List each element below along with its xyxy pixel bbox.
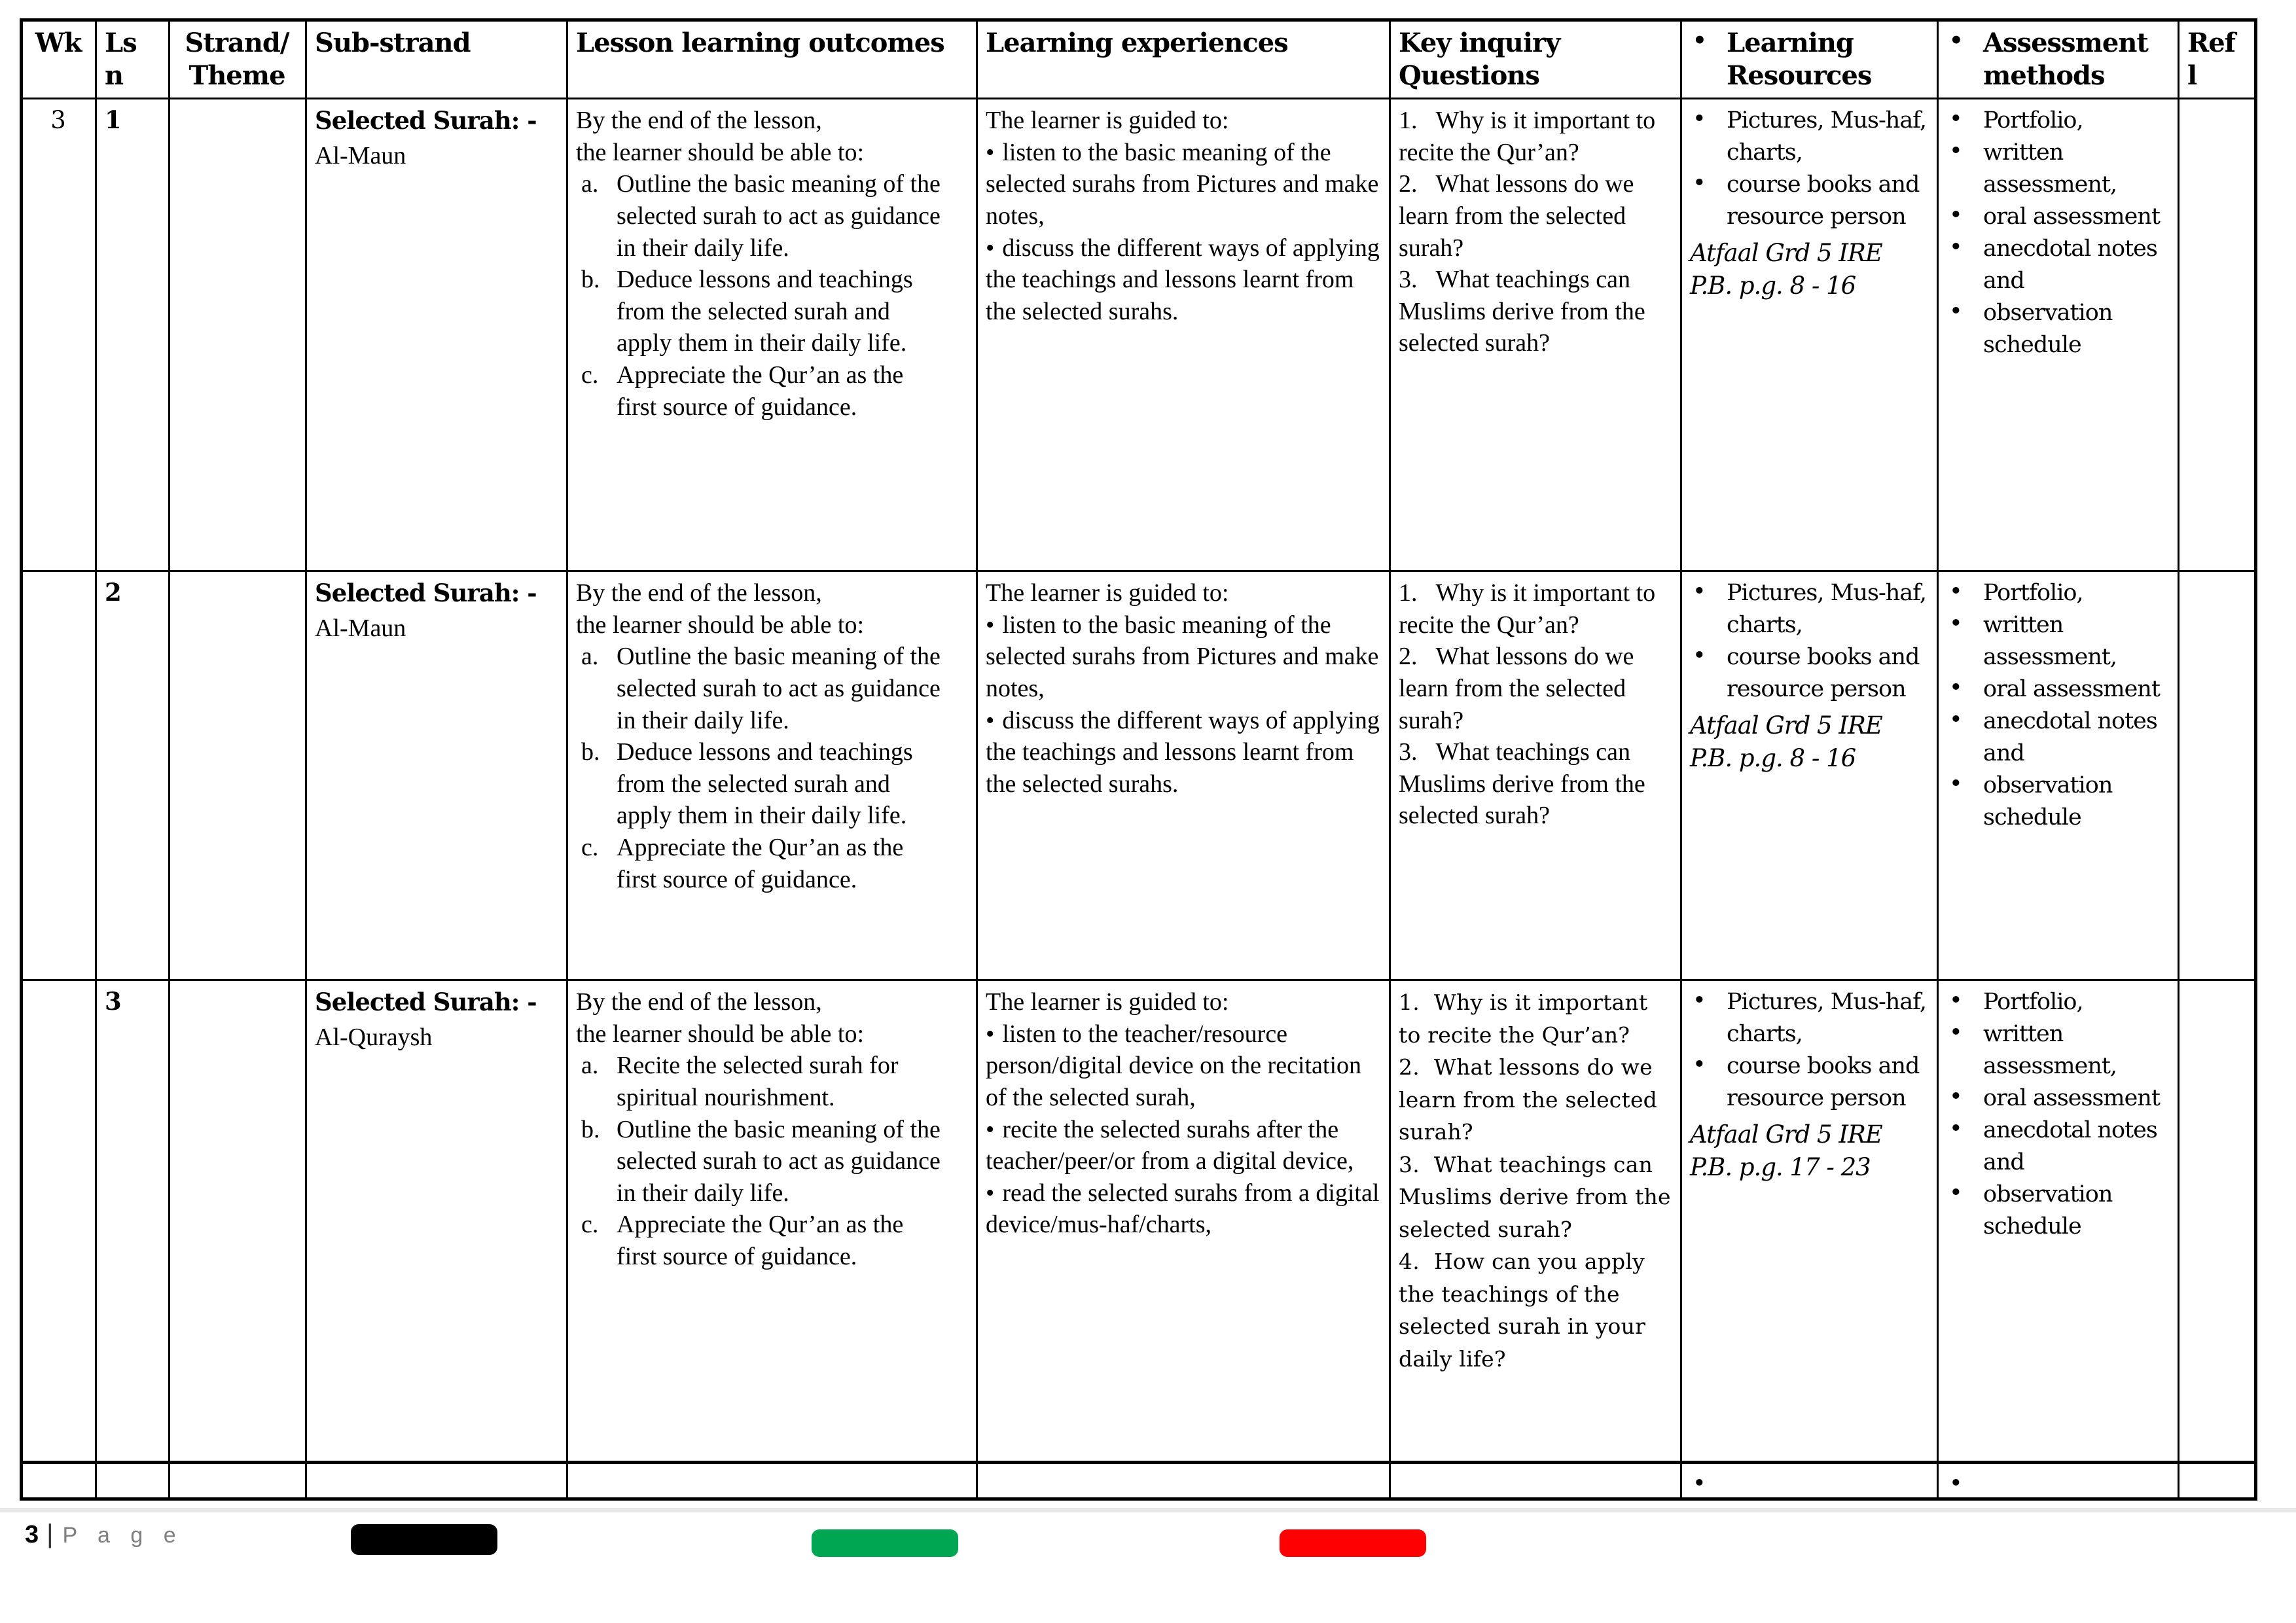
header-assessment	[1938, 20, 2179, 99]
page-edge-line	[0, 1508, 2296, 1512]
outcomes-intro: the learner should be able to:	[576, 611, 865, 639]
cell-resources	[1681, 571, 1938, 980]
inquiry-question	[1399, 577, 1671, 641]
list-marker: 4.	[1399, 1249, 1420, 1274]
header-resources	[1681, 20, 1938, 99]
header-ref-label: Ref l	[2187, 27, 2235, 91]
assessment-item	[1946, 1115, 2168, 1179]
cell-week	[22, 980, 96, 1463]
list-marker: 3.	[1399, 1151, 1420, 1177]
question-text: Why is it important to recite the Qur’an?	[1399, 579, 1656, 639]
list-marker: 1.	[1399, 579, 1418, 607]
list-marker: 2.	[1399, 1054, 1420, 1080]
cell-key-inquiry	[1390, 1463, 1681, 1499]
bullet-icon: •	[986, 138, 995, 166]
bullet-icon: •	[986, 1179, 995, 1207]
assessment-item	[1946, 137, 2168, 201]
cell-lesson: 3	[96, 980, 170, 1463]
inquiry-question	[1399, 264, 1671, 359]
experience-item	[986, 705, 1380, 800]
cell-assessment	[1938, 99, 2179, 571]
cell-outcomes	[567, 980, 977, 1463]
inquiry-question	[1399, 1051, 1671, 1149]
assessment-text: Portfolio,	[1983, 107, 2083, 134]
experience-item	[986, 1177, 1380, 1241]
outcome-text: Deduce lessons and teachings from the selected surah and apply them in their daily life.	[617, 738, 913, 830]
question-text: How can you apply the teachings of the selected surah in your daily life?	[1399, 1249, 1646, 1372]
bullet-icon: •	[1949, 579, 1962, 605]
cell-ref	[2179, 980, 2256, 1463]
experience-item	[986, 232, 1380, 328]
cell-substrand	[306, 571, 567, 980]
inquiry-question	[1399, 641, 1671, 736]
header-strand: Strand/ Theme	[170, 20, 306, 99]
experience-text: listen to the basic meaning of the selected surahs from Pictures and make notes,	[986, 138, 1379, 230]
assessment-text: written assessment,	[1983, 139, 2117, 198]
outcome-text: Outline the basic meaning of the selected surah to act as guidance in their daily life.	[617, 170, 941, 262]
bullet-icon: •	[1949, 1084, 1962, 1110]
cell-strand	[170, 980, 306, 1463]
assessment-text: oral assessment	[1983, 1085, 2160, 1111]
outcome-item	[576, 1114, 949, 1209]
cell-ref	[2179, 99, 2256, 571]
substrand-name: Al-Maun	[315, 615, 406, 643]
outcome-item	[576, 1209, 949, 1272]
redaction-box-black	[351, 1524, 497, 1555]
assessment-item	[1946, 1179, 2168, 1243]
cell-outcomes	[567, 99, 977, 571]
redaction-box-red	[1280, 1529, 1426, 1557]
outcome-item	[576, 641, 949, 736]
cell-substrand	[306, 980, 567, 1463]
resource-text: course books and resource person	[1727, 644, 1920, 702]
resource-item	[1690, 169, 1928, 233]
assessment-text: oral assessment	[1983, 204, 2160, 230]
experiences-intro: The learner is guided to:	[986, 107, 1229, 134]
lesson-row-1	[22, 99, 2256, 571]
header-week: Wk	[22, 20, 96, 99]
cell-resources	[1681, 1463, 1938, 1499]
lesson-row-3	[22, 980, 2256, 1463]
list-marker: b.	[581, 266, 600, 294]
cell-key-inquiry	[1390, 980, 1681, 1463]
outcomes-intro: the learner should be able to:	[576, 1020, 865, 1048]
resource-text: course books and resource person	[1727, 1053, 1920, 1111]
bullet-icon: •	[1949, 1020, 1962, 1046]
list-marker: c.	[581, 1211, 599, 1239]
bullet-icon: •	[986, 706, 995, 734]
bullet-icon: •	[1949, 675, 1962, 701]
experience-text: recite the selected surahs after the teacher/peer/or from a digital device,	[986, 1115, 1354, 1175]
list-marker: a.	[581, 1052, 599, 1080]
list-marker: 1.	[1399, 107, 1418, 134]
bullet-icon: •	[1949, 202, 1962, 228]
assessment-item	[1946, 105, 2168, 137]
header-substrand: Sub-strand	[306, 20, 567, 99]
assessment-text: written assessment,	[1983, 1021, 2117, 1079]
resource-reference: Atfaal Grd 5 IRE P.B. p.g. 8 - 16	[1690, 711, 1882, 772]
inquiry-question	[1399, 986, 1671, 1051]
outcomes-intro: By the end of the lesson,	[576, 579, 822, 607]
cell-strand	[170, 99, 306, 571]
cell-key-inquiry	[1390, 99, 1681, 571]
cell-key-inquiry	[1390, 571, 1681, 980]
cell-experiences	[977, 1463, 1390, 1499]
question-text: Why is it important to recite the Qur’an?	[1399, 107, 1656, 166]
assessment-text: Portfolio,	[1983, 989, 2083, 1015]
assessment-item	[1946, 233, 2168, 297]
outcome-item	[576, 359, 949, 423]
outcome-text: Outline the basic meaning of the selected surah to act as guidance in their daily life.	[617, 1115, 941, 1207]
experience-item	[986, 609, 1380, 705]
bullet-icon: •	[1693, 988, 1706, 1014]
cell-week: 3	[22, 99, 96, 571]
bullet-icon: •	[1949, 138, 1962, 164]
assessment-text: Portfolio,	[1983, 580, 2083, 606]
bullet-icon: •	[1949, 1471, 1962, 1497]
lesson-row-2	[22, 571, 2256, 980]
assessment-text: written assessment,	[1983, 612, 2117, 670]
resource-item	[1690, 641, 1928, 705]
experiences-intro: The learner is guided to:	[986, 988, 1229, 1016]
header-ref	[2179, 20, 2256, 99]
outcome-item	[576, 1050, 949, 1113]
substrand-title: Selected Surah: -	[315, 988, 537, 1016]
outcomes-intro: By the end of the lesson,	[576, 107, 822, 134]
bullet-icon: •	[986, 234, 995, 262]
question-text: Why is it important to recite the Qur’an?	[1399, 990, 1648, 1048]
bullet-icon: •	[986, 1020, 995, 1048]
cell-assessment	[1938, 1463, 2179, 1499]
assessment-item	[1946, 986, 2168, 1018]
header-experiences: Learning experiences	[977, 20, 1390, 99]
outcome-text: Recite the selected surah for spiritual nourishment.	[617, 1052, 899, 1111]
inquiry-question	[1399, 105, 1671, 168]
cell-substrand	[306, 1463, 567, 1499]
bullet-icon: •	[1949, 234, 1962, 260]
list-marker: 3.	[1399, 738, 1418, 766]
experience-text: discuss the different ways of applying the teachings and lessons learnt from the selected surahs.	[986, 234, 1380, 325]
assessment-text: anecdotal notes and	[1983, 708, 2157, 766]
list-marker: a.	[581, 170, 599, 198]
assessment-item	[1946, 1018, 2168, 1082]
outcome-item	[576, 264, 949, 359]
bullet-icon: •	[1949, 1116, 1962, 1142]
bullet-icon: •	[1949, 298, 1962, 325]
header-outcomes: Lesson learning outcomes	[567, 20, 977, 99]
header-row	[22, 20, 2256, 99]
resource-item	[1690, 577, 1928, 641]
bullet-icon: •	[1949, 106, 1962, 132]
cell-week	[22, 1463, 96, 1499]
bullet-icon: •	[986, 611, 995, 639]
cell-strand	[170, 1463, 306, 1499]
question-text: What lessons do we learn from the selected surah?	[1399, 1054, 1657, 1145]
experience-text: listen to the teacher/resource person/digital device on the recitation of the selected surah,	[986, 1020, 1362, 1111]
outcome-text: Appreciate the Qur’an as the first source of guidance.	[617, 834, 904, 893]
list-marker: c.	[581, 361, 599, 389]
assessment-text: observation schedule	[1983, 772, 2113, 830]
bullet-icon: •	[986, 1115, 995, 1143]
experience-text: discuss the different ways of applying the teachings and lessons learnt from the selected surahs.	[986, 706, 1380, 798]
header-key-inquiry: Key inquiry Questions	[1390, 20, 1681, 99]
cell-strand	[170, 571, 306, 980]
question-text: What teachings can Muslims derive from the selected surah?	[1399, 266, 1645, 357]
header-assessment-label: Assessment methods	[1983, 27, 2148, 91]
empty-row	[22, 1463, 2256, 1499]
assessment-text: anecdotal notes and	[1983, 236, 2157, 294]
list-marker: b.	[581, 738, 600, 766]
outcome-item	[576, 168, 949, 264]
bullet-icon: •	[1693, 106, 1706, 132]
assessment-item	[1946, 201, 2168, 233]
assessment-item	[1946, 770, 2168, 834]
outcome-text: Appreciate the Qur’an as the first source of guidance.	[617, 361, 904, 421]
outcomes-intro: By the end of the lesson,	[576, 988, 822, 1016]
assessment-item	[1946, 1082, 2168, 1115]
list-marker: 2.	[1399, 643, 1418, 671]
assessment-item	[1946, 609, 2168, 673]
resource-text: Pictures, Mus-haf, charts,	[1727, 989, 1927, 1047]
page-number-value: 3	[25, 1521, 39, 1548]
outcomes-intro: the learner should be able to:	[576, 138, 865, 166]
cell-lesson	[96, 1463, 170, 1499]
substrand-title: Selected Surah: -	[315, 579, 537, 607]
outcome-item	[576, 736, 949, 832]
resource-text: Pictures, Mus-haf, charts,	[1727, 107, 1927, 166]
list-marker: 2.	[1399, 170, 1418, 198]
redaction-box-green	[812, 1529, 958, 1557]
cell-ref	[2179, 571, 2256, 980]
resource-item	[1690, 105, 1928, 169]
cell-substrand	[306, 99, 567, 571]
inquiry-question	[1399, 736, 1671, 832]
inquiry-question	[1399, 168, 1671, 264]
cell-lesson: 2	[96, 571, 170, 980]
substrand-title: Selected Surah: -	[315, 106, 537, 135]
experience-item	[986, 1114, 1380, 1177]
assessment-item	[1946, 673, 2168, 705]
experience-text: listen to the basic meaning of the selected surahs from Pictures and make notes,	[986, 611, 1379, 702]
resource-text: Pictures, Mus-haf, charts,	[1727, 580, 1927, 638]
list-marker: 3.	[1399, 266, 1418, 294]
header-lesson-label: Ls n	[105, 27, 137, 91]
inquiry-question	[1399, 1149, 1671, 1246]
resource-text: course books and resource person	[1727, 171, 1920, 230]
bullet-icon: •	[1693, 170, 1706, 196]
question-text: What lessons do we learn from the selected surah?	[1399, 643, 1634, 734]
list-marker: b.	[581, 1115, 600, 1143]
cell-lesson: 1	[96, 99, 170, 571]
cell-experiences	[977, 571, 1390, 980]
bullet-icon: •	[1949, 27, 1963, 54]
cell-resources	[1681, 99, 1938, 571]
cell-assessment	[1938, 980, 2179, 1463]
outcome-text: Outline the basic meaning of the selected surah to act as guidance in their daily life.	[617, 643, 941, 734]
page-number-label: P a g e	[62, 1523, 183, 1548]
resource-reference: Atfaal Grd 5 IRE P.B. p.g. 8 - 16	[1690, 239, 1882, 300]
bullet-icon: •	[1949, 771, 1962, 797]
assessment-item	[1946, 577, 2168, 609]
bullet-icon: •	[1949, 707, 1962, 733]
question-text: What teachings can Muslims derive from the selected surah?	[1399, 738, 1645, 830]
assessment-text: oral assessment	[1983, 676, 2160, 702]
bullet-icon: •	[1693, 1052, 1706, 1078]
cell-assessment	[1938, 571, 2179, 980]
outcome-item	[576, 832, 949, 895]
substrand-name: Al-Quraysh	[315, 1024, 433, 1052]
list-marker: 1.	[1399, 990, 1420, 1015]
cell-experiences	[977, 980, 1390, 1463]
outcome-text: Deduce lessons and teachings from the selected surah and apply them in their daily life.	[617, 266, 913, 357]
bullet-icon: •	[1949, 611, 1962, 637]
resource-reference: Atfaal Grd 5 IRE P.B. p.g. 17 - 23	[1690, 1120, 1882, 1181]
assessment-text: observation schedule	[1983, 1181, 2113, 1240]
question-text: What lessons do we learn from the selected surah?	[1399, 170, 1634, 262]
assessment-text: anecdotal notes and	[1983, 1117, 2157, 1175]
assessment-item	[1946, 297, 2168, 361]
assessment-text: observation schedule	[1983, 300, 2113, 358]
list-marker: c.	[581, 834, 599, 861]
bullet-icon: •	[1693, 579, 1706, 605]
scheme-of-work-table	[20, 18, 2257, 1501]
header-lesson	[96, 20, 170, 99]
cell-outcomes	[567, 1463, 977, 1499]
cell-experiences	[977, 99, 1390, 571]
experiences-intro: The learner is guided to:	[986, 579, 1229, 607]
experience-item	[986, 1018, 1380, 1114]
experience-text: read the selected surahs from a digital device/mus-haf/charts,	[986, 1179, 1380, 1239]
bullet-icon: •	[1693, 1471, 1706, 1497]
substrand-name: Al-Maun	[315, 142, 406, 170]
resource-item	[1690, 1050, 1928, 1115]
bullet-icon: •	[1693, 27, 1706, 54]
question-text: What teachings can Muslims derive from the selected surah?	[1399, 1151, 1671, 1242]
page-number-separator: |	[46, 1520, 54, 1548]
list-marker: a.	[581, 643, 599, 671]
bullet-icon: •	[1693, 643, 1706, 669]
assessment-item	[1946, 705, 2168, 770]
bullet-icon: •	[1949, 988, 1962, 1014]
outcome-text: Appreciate the Qur’an as the first source of guidance.	[617, 1211, 904, 1270]
cell-outcomes	[567, 571, 977, 980]
cell-week	[22, 571, 96, 980]
cell-resources	[1681, 980, 1938, 1463]
page-number	[25, 1520, 183, 1549]
header-resources-label: Learning Resources	[1727, 27, 1872, 91]
resource-item	[1690, 986, 1928, 1050]
cell-ref	[2179, 1463, 2256, 1499]
bullet-icon: •	[1949, 1180, 1962, 1206]
inquiry-question	[1399, 1245, 1671, 1375]
experience-item	[986, 137, 1380, 232]
